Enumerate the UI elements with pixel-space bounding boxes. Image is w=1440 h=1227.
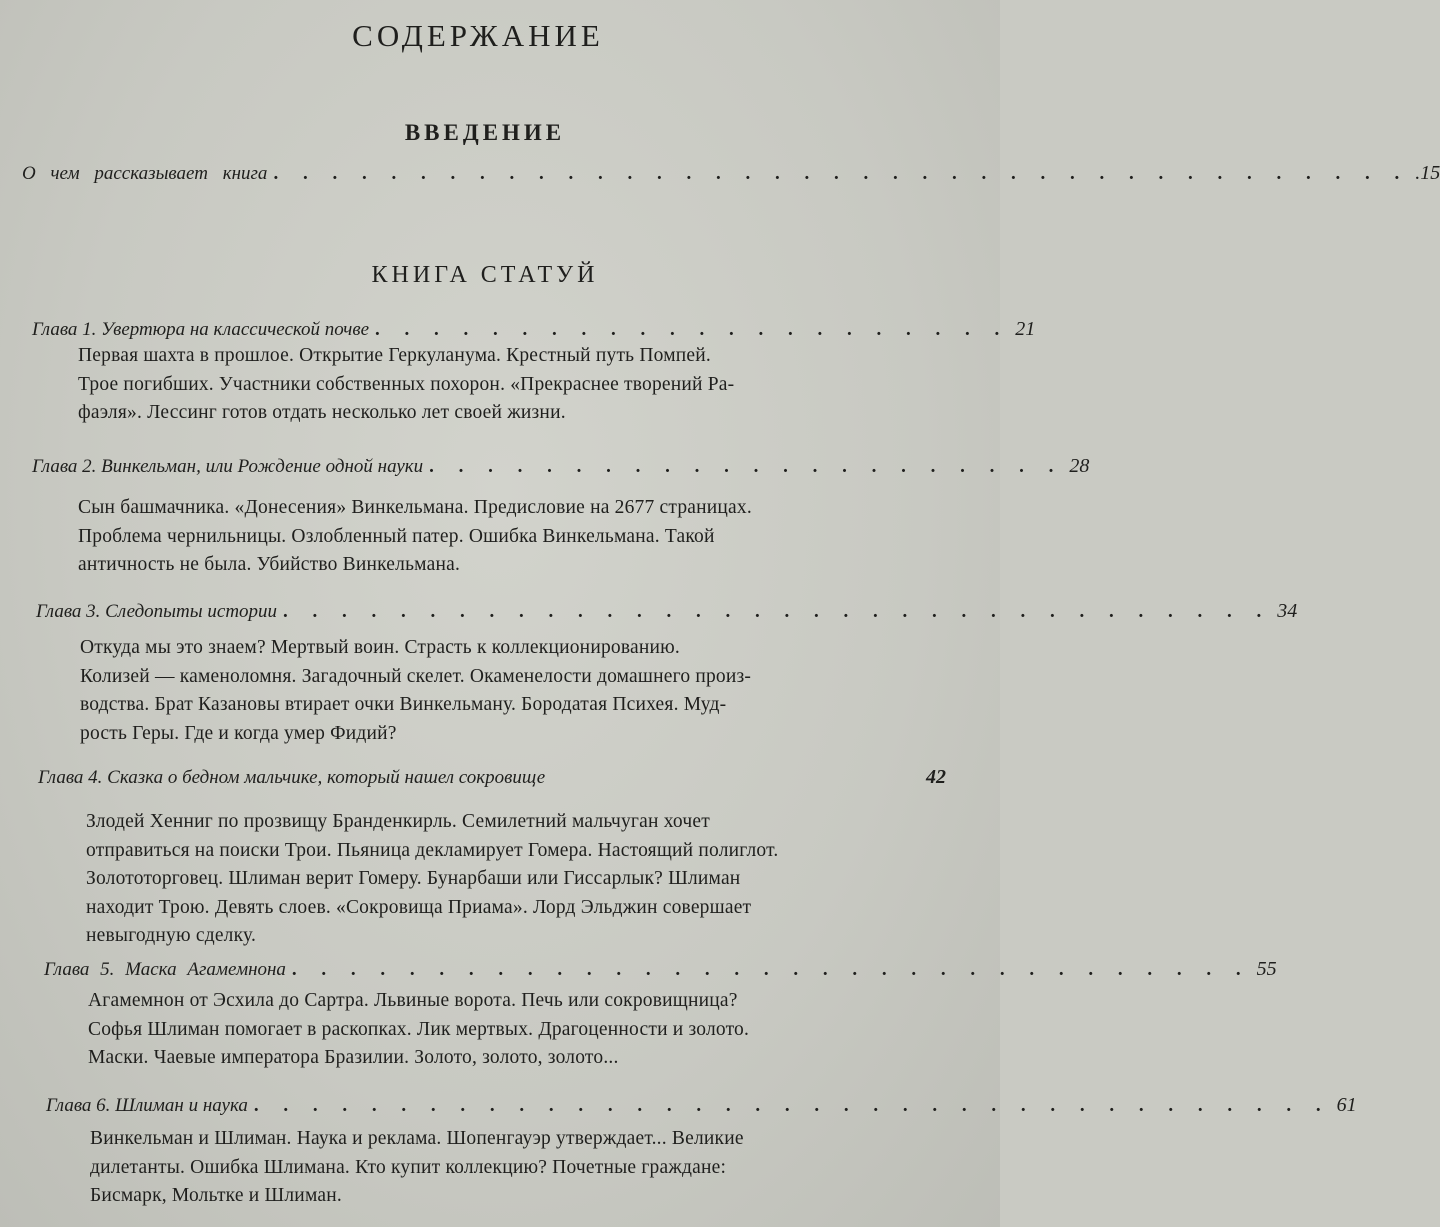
summary-line: Откуда мы это знаем? Мертвый воин. Страсть к коллекционированию.	[80, 637, 680, 658]
summary-line: невыгодную сделку.	[86, 925, 257, 946]
summary-line: Злодей Хенниг по прозвищу Бранденкирль. Семилетний мальчуган хочет	[86, 811, 710, 832]
page-number: 55	[1256, 958, 1277, 980]
summary-line: находит Трою. Девять слоев. «Сокровища Приама». Лорд Эльджин совершает	[86, 896, 752, 918]
summary-line: Софья Шлиман помогает в раскопках. Лик мертвых. Драгоценности и золото.	[88, 1018, 750, 1040]
summary-line: Агамемнон от Эсхила до Сартра. Львиные ворота. Печь или сокровищница?	[88, 990, 738, 1011]
summary-line: Первая шахта в прошлое. Открытие Геркуланума. Крестный путь Помпей.	[78, 345, 711, 366]
toc-entry-introduction[interactable]	[22, 162, 1440, 185]
summary-line: Колизей — каменоломня. Загадочный скелет. Окаменелости домашнего произ-	[80, 665, 752, 687]
toc-entry-chapter-5[interactable]	[44, 958, 1277, 981]
toc-entry-chapter-3[interactable]	[36, 600, 1298, 623]
page-number: 42	[926, 766, 946, 788]
chapter-2-summary	[78, 494, 944, 580]
dot-leader: . . . . . . . . . . . . . . . . . . . . . .	[429, 456, 1064, 477]
toc-entry-chapter-2[interactable]	[32, 455, 1090, 478]
chapter-title: Глава 4. Сказка о бедном мальчике, который нашел сокровище	[38, 767, 546, 788]
dot-leader: . . . . . . . . . . . . . . . . . . . . . .	[375, 319, 1010, 340]
summary-line: Бисмарк, Мольтке и Шлиман.	[90, 1185, 342, 1206]
summary-line: античность не была. Убийство Винкельмана.	[78, 554, 461, 575]
page-number: 34	[1277, 600, 1298, 622]
page-number: .15	[1415, 162, 1440, 184]
chapter-4-summary	[86, 808, 948, 951]
chapter-title: Глава 6. Шлиман и наука	[46, 1095, 248, 1116]
summary-line: фаэля». Лессинг готов отдать несколько лет своей жизни.	[78, 402, 566, 423]
summary-line: Золототорговец. Шлиман верит Гомеру. Бунарбаши или Гиссарлык? Шлиман	[86, 868, 741, 889]
summary-line: водства. Брат Казановы втирает очки Винкельману. Бородатая Психея. Муд-	[80, 694, 727, 715]
toc-entry-chapter-1[interactable]	[32, 318, 1036, 341]
dot-leader: . . . . . . . . . . . . . . . . . . . . . . . . . . . . . . . . .	[291, 959, 1251, 980]
summary-line: отправиться на поиски Трои. Пьяница декламирует Гомера. Настоящий полиглот.	[86, 839, 779, 861]
chapter-1-summary	[78, 342, 944, 428]
dot-leader: . . . . . . . . . . . . . . . . . . . . . . . . . . . . . . . . . . . . . . .	[273, 163, 1410, 184]
chapter-5-summary	[88, 987, 950, 1073]
dot-leader: . . . . . . . . . . . . . . . . . . . . . . . . . . . . . . . . . . . . .	[253, 1095, 1331, 1116]
toc-entry-chapter-6[interactable]	[46, 1094, 1357, 1117]
summary-line: Винкельман и Шлиман. Наука и реклама. Шопенгауэр утверждает... Великие	[90, 1128, 744, 1149]
chapter-3-summary	[80, 634, 944, 748]
page-number: 61	[1336, 1094, 1357, 1116]
summary-line: Трое погибших. Участники собственных похорон. «Прекраснее творений Ра-	[78, 373, 735, 395]
book-heading: КНИГА СТАТУЙ	[371, 262, 599, 288]
chapter-title: Глава 2. Винкельман, или Рождение одной науки	[32, 456, 424, 477]
summary-line: рость Геры. Где и когда умер Фидий?	[80, 722, 397, 744]
toc-entry-label: О чем рассказывает книга	[22, 163, 268, 184]
summary-line: Проблема чернильницы. Озлобленный патер. Ошибка Винкельмана. Такой	[78, 525, 715, 547]
summary-line: Маски. Чаевые императора Бразилии. Золото, золото, золото...	[88, 1047, 619, 1068]
introduction-heading: ВВЕДЕНИЕ	[404, 120, 566, 145]
chapter-title: Глава 1. Увертюра на классической почве	[32, 319, 370, 340]
toc-entry-chapter-4[interactable]	[38, 766, 946, 789]
page-number: 21	[1015, 318, 1036, 340]
chapter-6-summary	[90, 1125, 956, 1211]
page-title: СОДЕРЖАНИЕ	[352, 18, 604, 53]
page-number: 28	[1069, 455, 1090, 477]
summary-line: Сын башмачника. «Донесения» Винкельмана. Предисловие на 2677 страницах.	[78, 497, 752, 518]
summary-line: дилетанты. Ошибка Шлимана. Кто купит коллекцию? Почетные граждане:	[90, 1156, 727, 1178]
chapter-title: Глава 3. Следопыты истории	[36, 601, 278, 622]
chapter-title: Глава 5. Маска Агамемнона	[44, 959, 286, 980]
dot-leader: . . . . . . . . . . . . . . . . . . . . . . . . . . . . . . . . . .	[283, 601, 1272, 622]
